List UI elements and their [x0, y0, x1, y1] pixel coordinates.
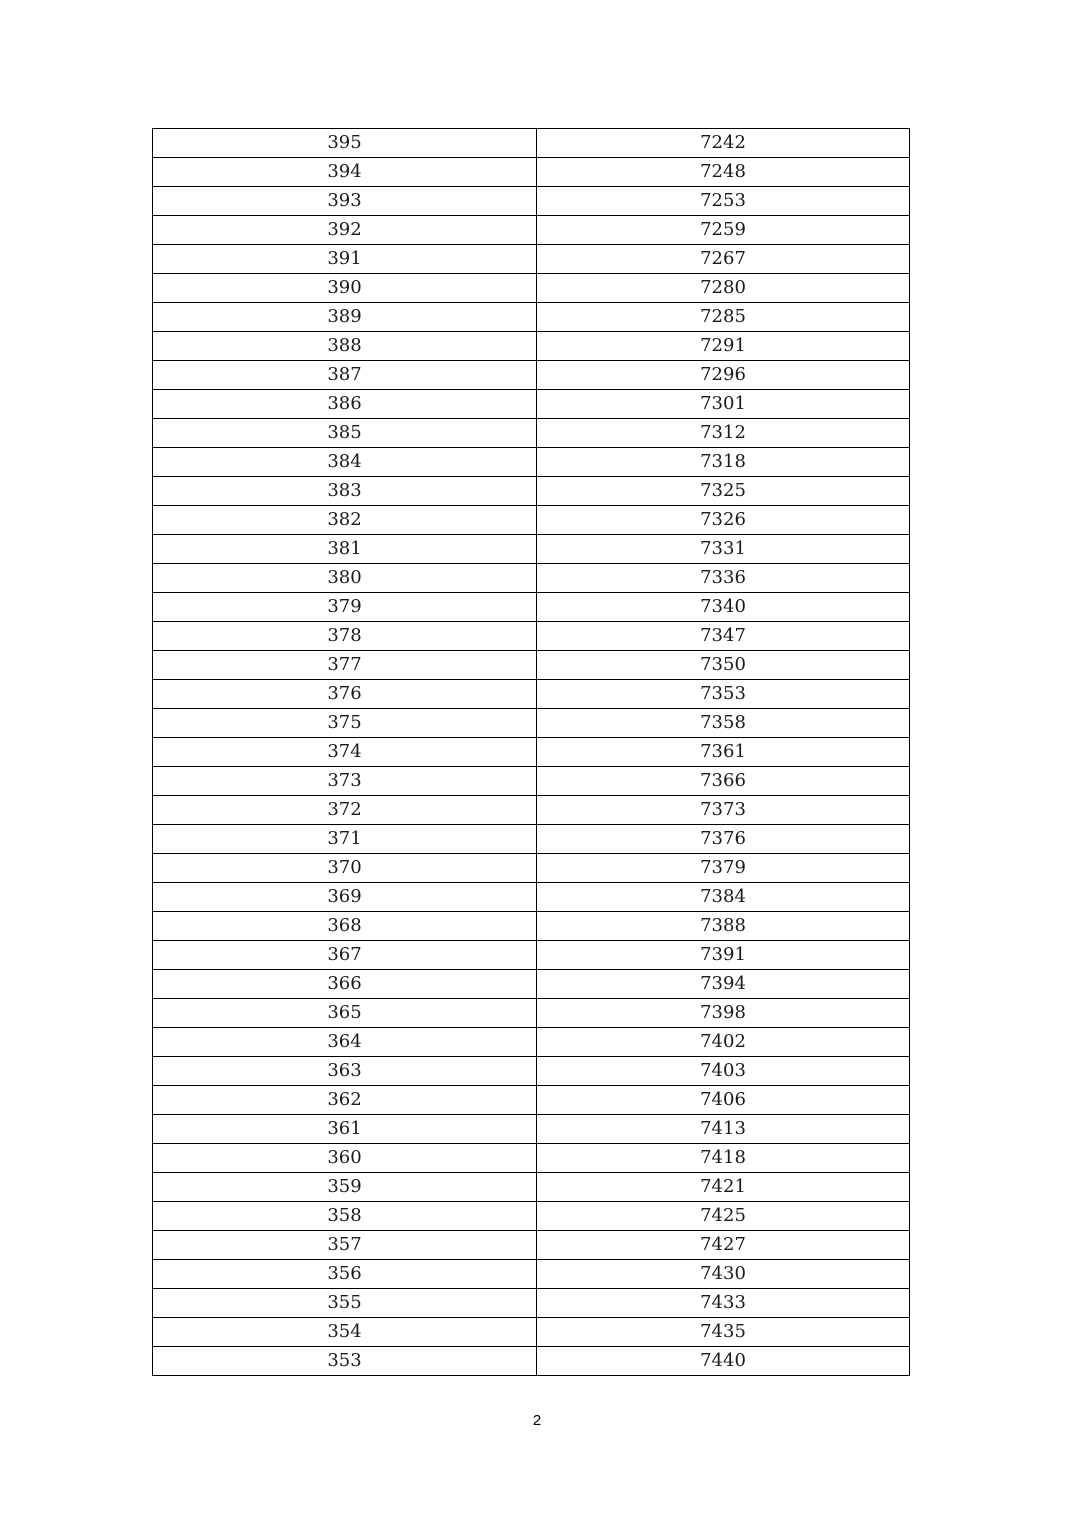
score-cell: 394 — [153, 158, 537, 187]
rank-cell: 7259 — [537, 216, 910, 245]
table-row — [153, 419, 910, 448]
rank-cell: 7435 — [537, 1318, 910, 1347]
score-cell: 357 — [153, 1231, 537, 1260]
score-cell: 362 — [153, 1086, 537, 1115]
rank-cell: 7285 — [537, 303, 910, 332]
rank-cell: 7336 — [537, 564, 910, 593]
table-row — [153, 1173, 910, 1202]
score-cell: 354 — [153, 1318, 537, 1347]
rank-cell: 7430 — [537, 1260, 910, 1289]
score-cell: 368 — [153, 912, 537, 941]
score-cell: 359 — [153, 1173, 537, 1202]
rank-cell: 7280 — [537, 274, 910, 303]
score-cell: 392 — [153, 216, 537, 245]
rank-cell: 7394 — [537, 970, 910, 999]
rank-cell: 7427 — [537, 1231, 910, 1260]
table-row — [153, 216, 910, 245]
rank-cell: 7388 — [537, 912, 910, 941]
table-row — [153, 651, 910, 680]
score-cell: 358 — [153, 1202, 537, 1231]
table-row — [153, 1231, 910, 1260]
score-cell: 356 — [153, 1260, 537, 1289]
table-row — [153, 796, 910, 825]
rank-cell: 7312 — [537, 419, 910, 448]
table-row — [153, 1144, 910, 1173]
rank-cell: 7301 — [537, 390, 910, 419]
table-row — [153, 767, 910, 796]
rank-cell: 7340 — [537, 593, 910, 622]
score-cell: 364 — [153, 1028, 537, 1057]
rank-cell: 7248 — [537, 158, 910, 187]
rank-cell: 7361 — [537, 738, 910, 767]
table-row — [153, 1289, 910, 1318]
score-cell: 382 — [153, 506, 537, 535]
rank-cell: 7242 — [537, 129, 910, 158]
table-row — [153, 187, 910, 216]
score-cell: 366 — [153, 970, 537, 999]
rank-cell: 7406 — [537, 1086, 910, 1115]
score-cell: 377 — [153, 651, 537, 680]
rank-cell: 7253 — [537, 187, 910, 216]
score-cell: 374 — [153, 738, 537, 767]
rank-cell: 7366 — [537, 767, 910, 796]
rank-cell: 7376 — [537, 825, 910, 854]
rank-cell: 7326 — [537, 506, 910, 535]
rank-cell: 7358 — [537, 709, 910, 738]
table-row — [153, 941, 910, 970]
rank-cell: 7398 — [537, 999, 910, 1028]
table-row — [153, 622, 910, 651]
score-cell: 385 — [153, 419, 537, 448]
rank-cell: 7440 — [537, 1347, 910, 1376]
table-row — [153, 1347, 910, 1376]
table-row — [153, 883, 910, 912]
table-row — [153, 593, 910, 622]
score-cell: 372 — [153, 796, 537, 825]
table-row — [153, 854, 910, 883]
rank-cell: 7413 — [537, 1115, 910, 1144]
score-cell: 360 — [153, 1144, 537, 1173]
table-row — [153, 303, 910, 332]
table-row — [153, 1057, 910, 1086]
score-cell: 370 — [153, 854, 537, 883]
table-row — [153, 390, 910, 419]
score-cell: 380 — [153, 564, 537, 593]
rank-cell: 7296 — [537, 361, 910, 390]
table-row — [153, 535, 910, 564]
rank-cell: 7325 — [537, 477, 910, 506]
score-cell: 371 — [153, 825, 537, 854]
rank-cell: 7403 — [537, 1057, 910, 1086]
table-row — [153, 506, 910, 535]
table-row — [153, 999, 910, 1028]
score-cell: 375 — [153, 709, 537, 738]
rank-cell: 7373 — [537, 796, 910, 825]
rank-cell: 7379 — [537, 854, 910, 883]
score-cell: 373 — [153, 767, 537, 796]
rank-cell: 7331 — [537, 535, 910, 564]
score-cell: 363 — [153, 1057, 537, 1086]
table-row — [153, 564, 910, 593]
score-cell: 390 — [153, 274, 537, 303]
score-cell: 376 — [153, 680, 537, 709]
score-cell: 395 — [153, 129, 537, 158]
table-row — [153, 680, 910, 709]
table-row — [153, 709, 910, 738]
table-row — [153, 738, 910, 767]
score-cell: 367 — [153, 941, 537, 970]
table-row — [153, 129, 910, 158]
table-row — [153, 245, 910, 274]
score-cell: 387 — [153, 361, 537, 390]
table-row — [153, 332, 910, 361]
score-cell: 391 — [153, 245, 537, 274]
table-row — [153, 912, 910, 941]
score-table — [152, 128, 910, 1376]
rank-cell: 7267 — [537, 245, 910, 274]
score-cell: 379 — [153, 593, 537, 622]
score-cell: 386 — [153, 390, 537, 419]
table-row — [153, 970, 910, 999]
table-row — [153, 1260, 910, 1289]
score-cell: 384 — [153, 448, 537, 477]
table-row — [153, 1086, 910, 1115]
table-row — [153, 1318, 910, 1347]
rank-cell: 7384 — [537, 883, 910, 912]
score-cell: 365 — [153, 999, 537, 1028]
rank-cell: 7418 — [537, 1144, 910, 1173]
table-row — [153, 477, 910, 506]
table-row — [153, 158, 910, 187]
table-row — [153, 361, 910, 390]
table-row — [153, 448, 910, 477]
table-row — [153, 825, 910, 854]
page-number: 2 — [532, 1412, 542, 1429]
score-cell: 381 — [153, 535, 537, 564]
rank-cell: 7353 — [537, 680, 910, 709]
table-row — [153, 274, 910, 303]
score-cell: 393 — [153, 187, 537, 216]
rank-cell: 7425 — [537, 1202, 910, 1231]
score-cell: 355 — [153, 1289, 537, 1318]
table-row — [153, 1115, 910, 1144]
table-body — [153, 129, 910, 1376]
score-cell: 388 — [153, 332, 537, 361]
rank-cell: 7391 — [537, 941, 910, 970]
table-row — [153, 1202, 910, 1231]
rank-cell: 7347 — [537, 622, 910, 651]
score-cell: 389 — [153, 303, 537, 332]
table-row — [153, 1028, 910, 1057]
rank-cell: 7291 — [537, 332, 910, 361]
rank-cell: 7433 — [537, 1289, 910, 1318]
score-cell: 378 — [153, 622, 537, 651]
score-cell: 361 — [153, 1115, 537, 1144]
rank-cell: 7421 — [537, 1173, 910, 1202]
score-cell: 383 — [153, 477, 537, 506]
rank-cell: 7318 — [537, 448, 910, 477]
score-cell: 369 — [153, 883, 537, 912]
rank-cell: 7350 — [537, 651, 910, 680]
rank-cell: 7402 — [537, 1028, 910, 1057]
score-cell: 353 — [153, 1347, 537, 1376]
